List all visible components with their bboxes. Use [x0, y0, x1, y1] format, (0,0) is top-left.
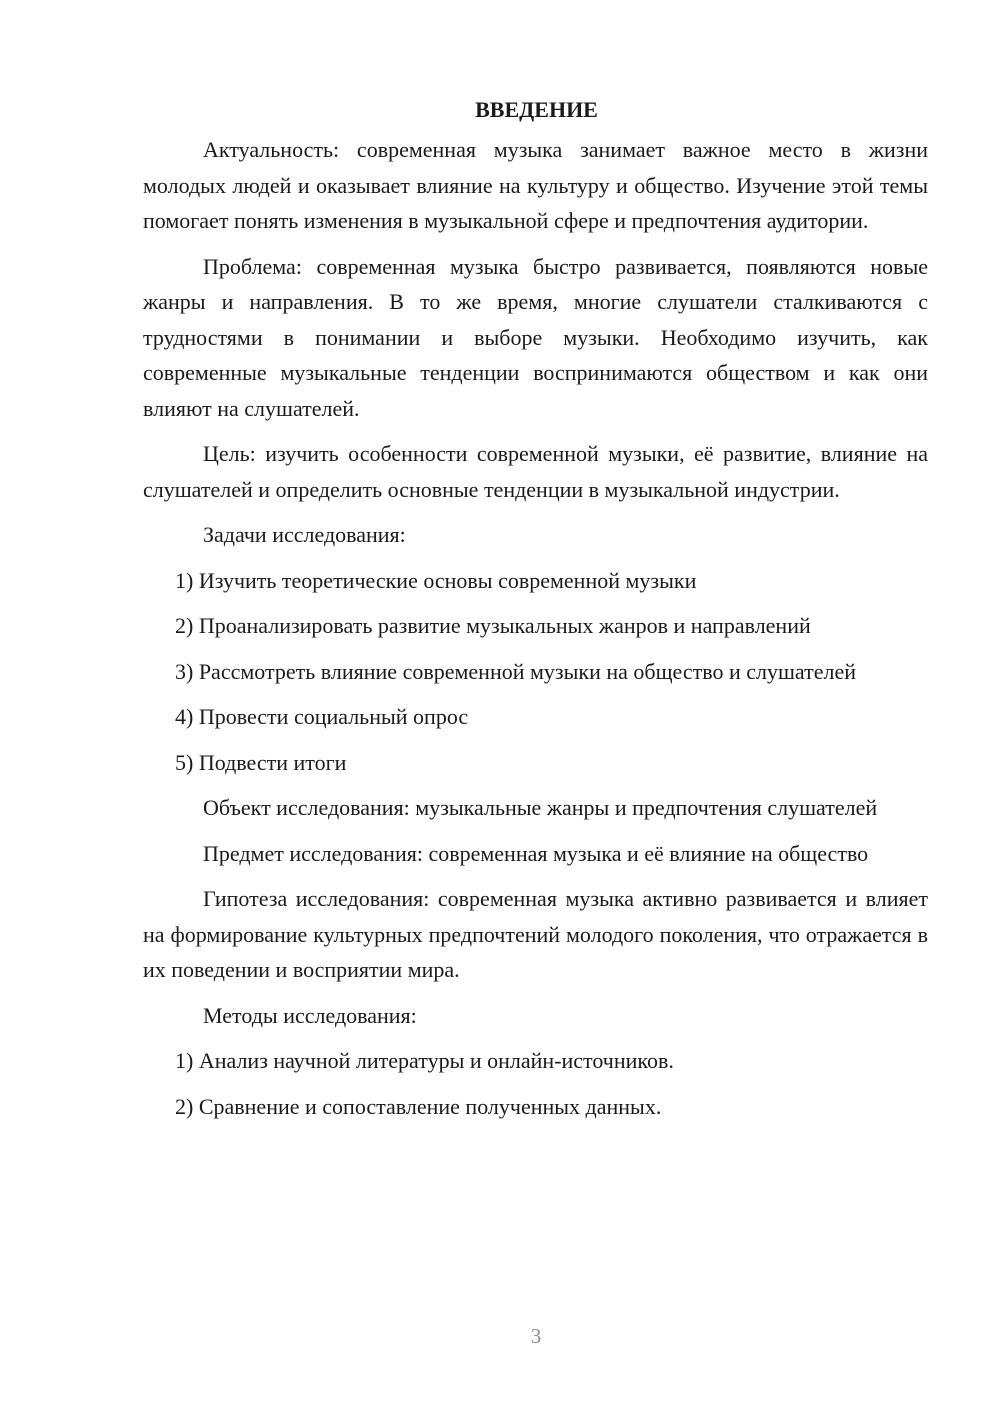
object-paragraph: Объект исследования: музыкальные жанры и предпочтения слушателей	[203, 795, 878, 820]
method-item: 2) Сравнение и сопоставление полученных данных.	[175, 1093, 662, 1119]
document-body	[143, 92, 928, 1134]
task-item: 5) Подвести итоги	[175, 749, 347, 775]
relevance-paragraph: Актуальность: современная музыка занимает важное место в жизни молодых людей и оказывает влияние на культуру и общество. Изучение этой темы помогает понять изменения в музыкальной сфере и предпочтения аудитории.	[143, 137, 928, 233]
goal-paragraph: Цель: изучить особенности современной музыки, её развитие, влияние на слушателей и определить основные тенденции в музыкальной индустрии.	[143, 441, 928, 502]
methods-title: Методы исследования:	[203, 1002, 417, 1028]
section-heading: ВВЕДЕНИЕ	[475, 97, 598, 122]
page-number: 3	[530, 1324, 542, 1348]
tasks-title: Задачи исследования:	[203, 522, 406, 547]
hypothesis-paragraph: Гипотеза исследования: современная музыка активно развивается и влияет на формирование культурных предпочтений молодого поколения, что отражается в их поведении и восприятии мира.	[143, 886, 928, 982]
subject-paragraph: Предмет исследования: современная музыка и её влияние на общество	[203, 840, 869, 866]
problem-paragraph: Проблема: современная музыка быстро развивается, появляются новые жанры и направления. В то же время, многие слушатели сталкиваются с трудностями в понимании и выборе музыки. Необходимо изучить, как современные музыкальные тенденции воспринимаются обществом и как они влияют на слушателей.	[143, 253, 928, 421]
method-item: 1) Анализ научной литературы и онлайн-источников.	[175, 1048, 674, 1073]
task-item: 2) Проанализировать развитие музыкальных жанров и направлений	[175, 613, 811, 638]
task-item: 3) Рассмотреть влияние современной музыки на общество и слушателей	[175, 658, 856, 684]
task-item: 4) Провести социальный опрос	[175, 704, 469, 729]
task-item: 1) Изучить теоретические основы современной музыки	[175, 567, 697, 593]
